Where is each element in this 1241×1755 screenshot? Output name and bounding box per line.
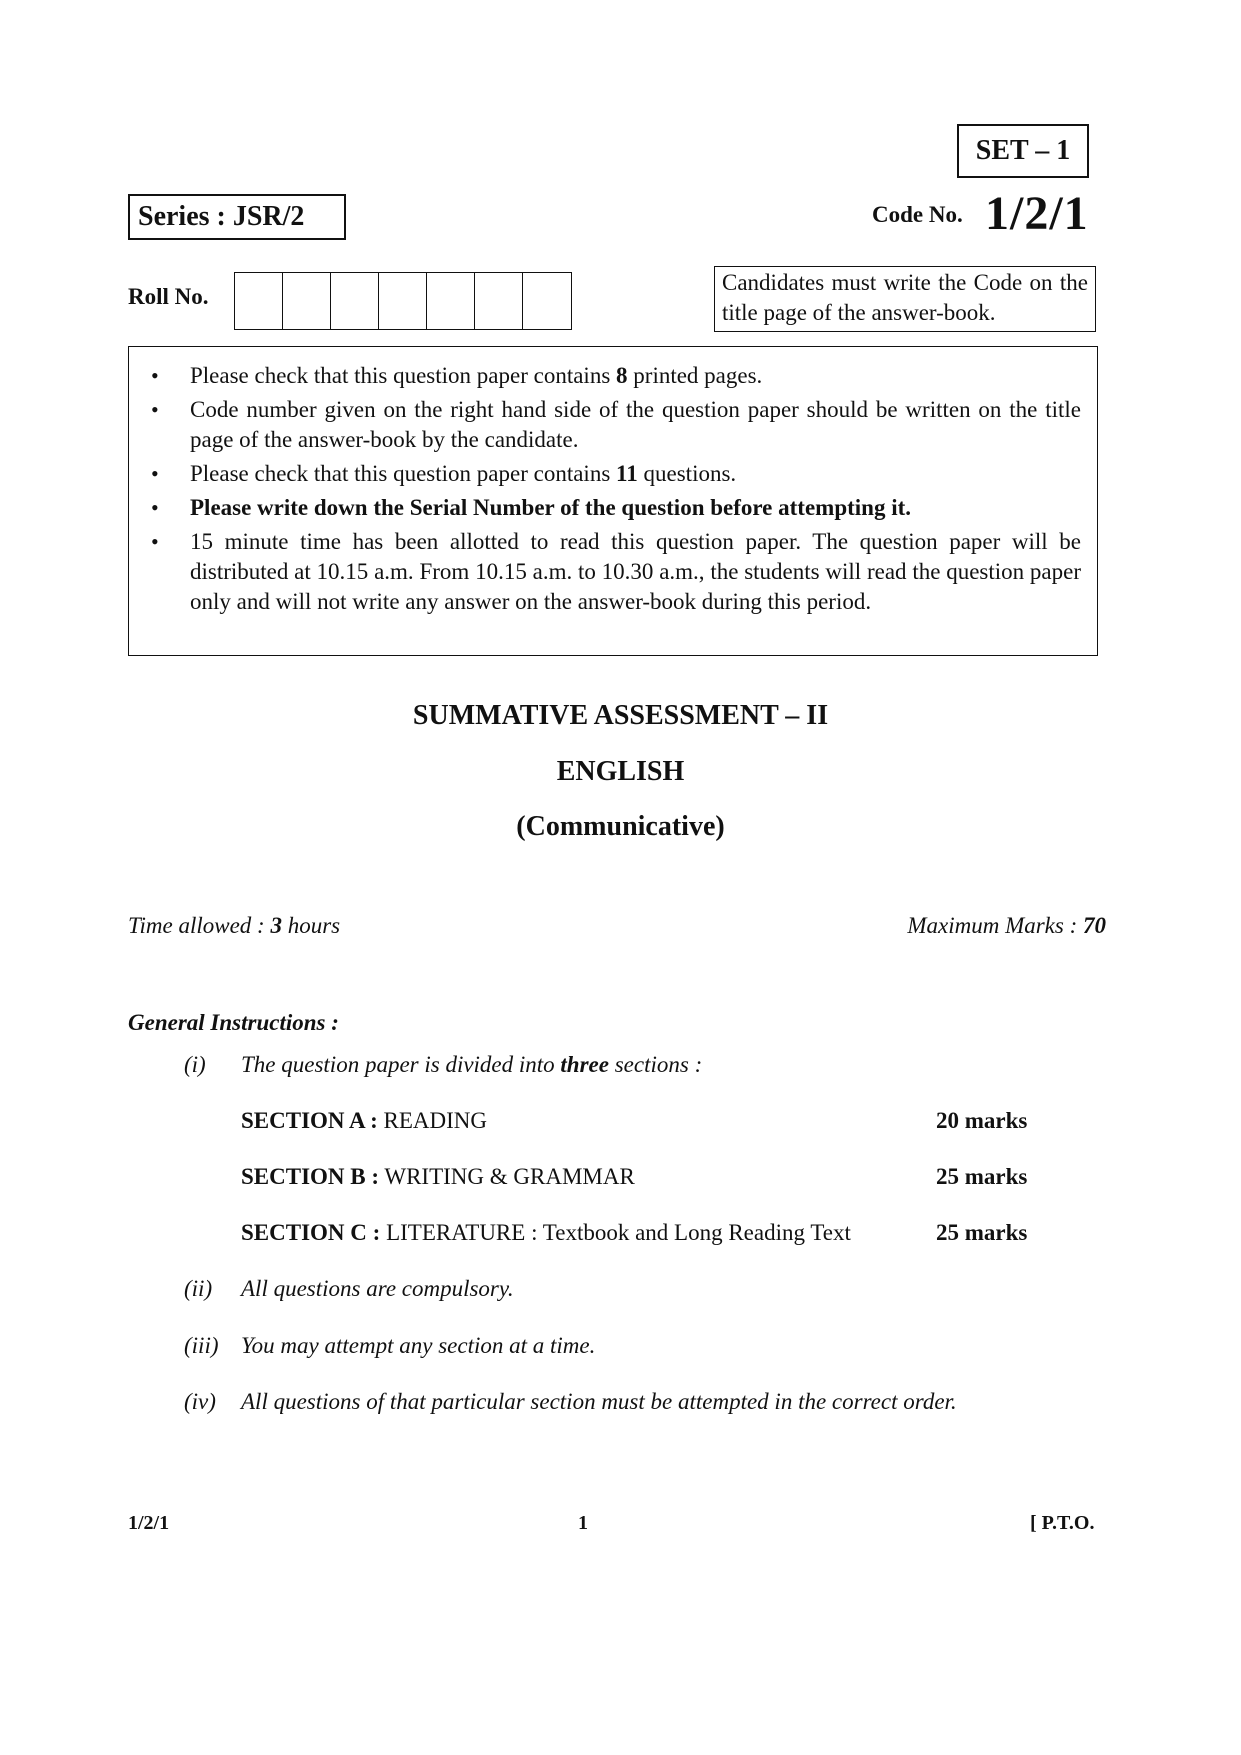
instruction-text: All questions are compulsory. xyxy=(241,1276,514,1301)
candidates-note: Candidates must write the Code on the title page of the answer-book. xyxy=(714,266,1096,332)
maximum-marks: Maximum Marks : 70 xyxy=(907,913,1106,938)
instruction-text: All questions of that particular section must be attempted in the correct order. xyxy=(241,1389,957,1414)
note-item: • Please check that this question paper contains 8 printed pages. xyxy=(145,361,1081,391)
general-instructions-heading: General Instructions : xyxy=(128,1010,339,1035)
series-label: Series : JSR/2 xyxy=(128,194,346,240)
notes-box xyxy=(128,346,1098,656)
roll-number-cell[interactable] xyxy=(475,273,523,329)
note-item: • 15 minute time has been allotted to read this question paper. The question paper will be distributed at 10.15 a.m. From 10.15 a.m. to 10.30 a.m., the students will read the question paper only and will not write any answer on the answer-book during this period. xyxy=(145,527,1081,617)
page-number: 1 xyxy=(578,1512,588,1534)
section-marks: 25 marks xyxy=(936,1220,1028,1245)
roll-number-cell[interactable] xyxy=(283,273,331,329)
exam-title: SUMMATIVE ASSESSMENT – II xyxy=(412,700,829,731)
instruction-item xyxy=(0,1333,1241,1363)
roll-number-cell[interactable] xyxy=(235,273,283,329)
instruction-number: (ii) xyxy=(184,1276,213,1301)
footer-code: 1/2/1 xyxy=(128,1512,170,1534)
instruction-number: (iv) xyxy=(184,1389,216,1414)
note-item: • Code number given on the right hand side of the question paper should be written on the title page of the answer-book by the candidate. xyxy=(145,395,1081,455)
section-row: SECTION A : READING 20 marks xyxy=(241,1108,1028,1133)
time-allowed: Time allowed : 3 hours xyxy=(128,913,341,938)
roll-number-cell[interactable] xyxy=(523,273,571,329)
roll-number-grid xyxy=(234,272,572,330)
note-item: • Please check that this question paper contains 11 questions. xyxy=(145,459,1081,489)
instruction-text: The question paper is divided into three sections : xyxy=(241,1052,703,1077)
instruction-number: (i) xyxy=(184,1052,206,1077)
section-marks: 20 marks xyxy=(936,1108,1028,1133)
section-row: SECTION C : LITERATURE : Textbook and Long Reading Text 25 marks xyxy=(241,1220,1028,1245)
set-label: SET – 1 xyxy=(957,124,1089,178)
instruction-item xyxy=(0,1389,1241,1419)
roll-number-cell[interactable] xyxy=(379,273,427,329)
instruction-item xyxy=(0,1276,1241,1306)
notes-list xyxy=(145,361,1081,617)
instruction-item xyxy=(0,1052,1241,1082)
code-number: 1/2/1 xyxy=(985,187,1089,240)
section-marks: 25 marks xyxy=(936,1164,1028,1189)
note-item: • Please write down the Serial Number of the question before attempting it. xyxy=(145,493,1081,523)
instruction-number: (iii) xyxy=(184,1333,219,1358)
please-turn-over: [ P.T.O. xyxy=(1030,1512,1095,1534)
roll-number-label: Roll No. xyxy=(128,284,209,309)
code-label: Code No. xyxy=(872,202,963,227)
section-row: SECTION B : WRITING & GRAMMAR 25 marks xyxy=(241,1164,1028,1189)
instruction-text: You may attempt any section at a time. xyxy=(241,1333,596,1358)
roll-number-cell[interactable] xyxy=(427,273,475,329)
roll-number-cell[interactable] xyxy=(331,273,379,329)
subject-subtitle: (Communicative) xyxy=(516,811,725,842)
subject-title: ENGLISH xyxy=(556,756,685,787)
